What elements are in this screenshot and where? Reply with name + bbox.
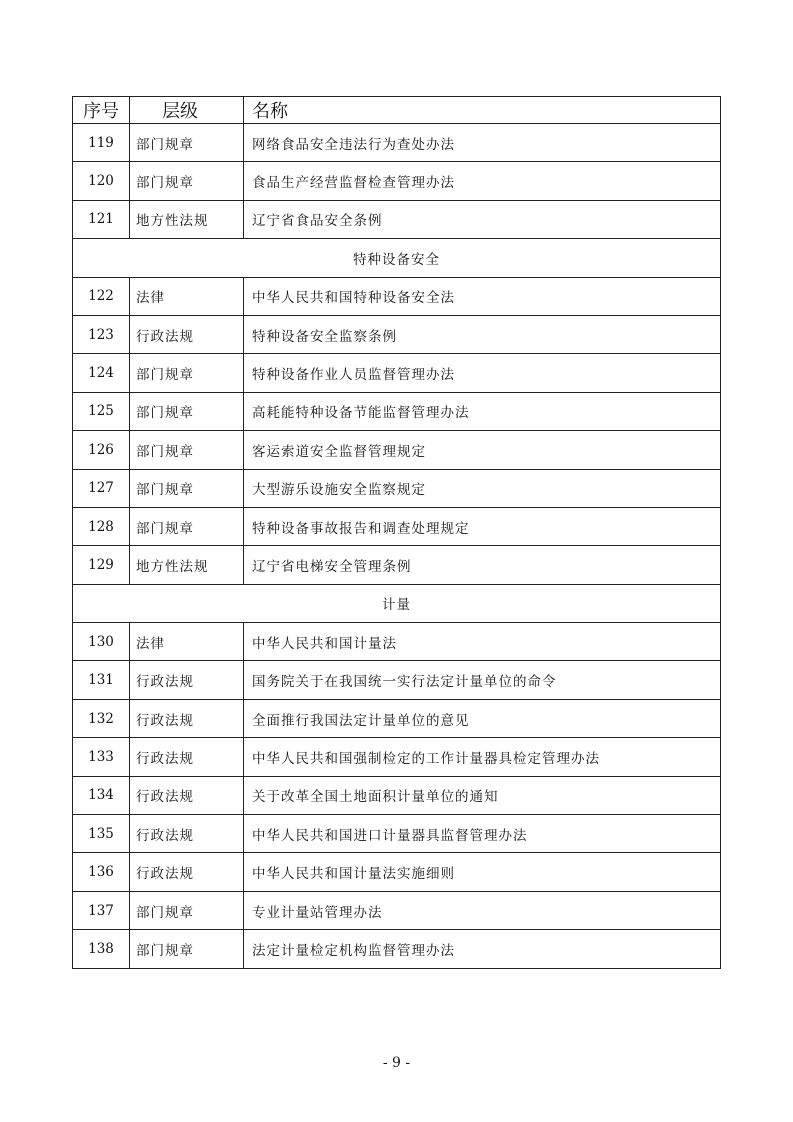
row-name: 高耗能特种设备节能监督管理办法 [244,392,721,430]
row-name: 全面推行我国法定计量单位的意见 [244,699,721,737]
section-row [73,239,721,277]
row-number: 127 [73,469,130,507]
table-row [73,392,721,430]
header-name: 名称 [244,97,721,124]
row-name: 专业计量站管理办法 [244,891,721,929]
row-level: 部门规章 [130,507,244,545]
row-level: 地方性法规 [130,200,244,238]
regulation-table [72,96,721,969]
row-number: 121 [73,200,130,238]
row-level: 部门规章 [130,891,244,929]
table-row [73,699,721,737]
row-number: 137 [73,891,130,929]
row-name: 中华人民共和国强制检定的工作计量器具检定管理办法 [244,738,721,776]
row-number: 128 [73,507,130,545]
row-level: 部门规章 [130,392,244,430]
table-row [73,124,721,162]
table-body [73,124,721,969]
row-name: 法定计量检定机构监督管理办法 [244,930,721,968]
row-name: 网络食品安全违法行为查处办法 [244,124,721,162]
row-name: 中华人民共和国特种设备安全法 [244,277,721,315]
table-row [73,930,721,968]
table-header-row [73,97,721,124]
row-number: 119 [73,124,130,162]
row-name: 大型游乐设施安全监察规定 [244,469,721,507]
row-level: 法律 [130,277,244,315]
row-name: 辽宁省电梯安全管理条例 [244,546,721,584]
table-row [73,815,721,853]
table-row [73,354,721,392]
table-row [73,623,721,661]
section-row [73,584,721,622]
row-number: 130 [73,623,130,661]
row-number: 120 [73,162,130,200]
row-name: 特种设备安全监察条例 [244,315,721,353]
row-level: 地方性法规 [130,546,244,584]
row-name: 中华人民共和国进口计量器具监督管理办法 [244,815,721,853]
row-number: 131 [73,661,130,699]
table-row [73,507,721,545]
row-level: 行政法规 [130,853,244,891]
row-number: 129 [73,546,130,584]
table-row [73,891,721,929]
row-level: 行政法规 [130,699,244,737]
row-level: 部门规章 [130,469,244,507]
row-name: 客运索道安全监督管理规定 [244,431,721,469]
table-row [73,162,721,200]
row-name: 食品生产经营监督检查管理办法 [244,162,721,200]
table-row [73,277,721,315]
row-level: 行政法规 [130,815,244,853]
row-name: 国务院关于在我国统一实行法定计量单位的命令 [244,661,721,699]
row-level: 部门规章 [130,162,244,200]
row-level: 行政法规 [130,738,244,776]
row-level: 部门规章 [130,354,244,392]
row-level: 部门规章 [130,930,244,968]
row-level: 法律 [130,623,244,661]
table-row [73,776,721,814]
row-number: 135 [73,815,130,853]
row-number: 123 [73,315,130,353]
row-number: 132 [73,699,130,737]
table-row [73,546,721,584]
section-title: 计量 [73,584,721,622]
table-row [73,431,721,469]
row-name: 中华人民共和国计量法 [244,623,721,661]
table-row [73,315,721,353]
row-number: 126 [73,431,130,469]
row-name: 特种设备作业人员监督管理办法 [244,354,721,392]
row-name: 关于改革全国土地面积计量单位的通知 [244,776,721,814]
table-row [73,738,721,776]
page-number: - 9 - [382,1055,411,1071]
row-name: 中华人民共和国计量法实施细则 [244,853,721,891]
row-number: 124 [73,354,130,392]
table-row [73,200,721,238]
row-number: 122 [73,277,130,315]
row-number: 138 [73,930,130,968]
table-row [73,661,721,699]
header-no: 序号 [73,97,130,124]
row-number: 133 [73,738,130,776]
row-level: 行政法规 [130,315,244,353]
row-number: 125 [73,392,130,430]
section-title: 特种设备安全 [73,239,721,277]
row-level: 行政法规 [130,776,244,814]
row-name: 辽宁省食品安全条例 [244,200,721,238]
table-row [73,469,721,507]
row-level: 行政法规 [130,661,244,699]
table-row [73,853,721,891]
header-level: 层级 [130,97,244,124]
row-level: 部门规章 [130,124,244,162]
row-number: 136 [73,853,130,891]
row-level: 部门规章 [130,431,244,469]
row-name: 特种设备事故报告和调查处理规定 [244,507,721,545]
row-number: 134 [73,776,130,814]
